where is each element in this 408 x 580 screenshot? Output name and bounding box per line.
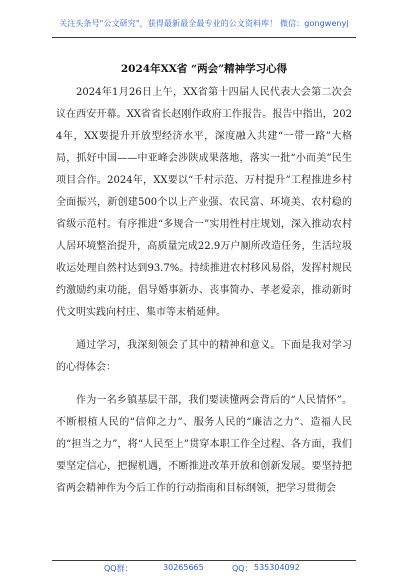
body-paragraph-2: 通过学习，我深刻领会了其中的精神和意义。下面是我对学习的心得体会： xyxy=(56,340,352,373)
body-paragraph-3: 作为一名乡镇基层干部，我们要读懂两会背后的“人民情怀”。不断根植人民的“信仰之力”、服务人民的“廉洁之力”、造福人民的“担当之力”，将“人民至上”贯穿本职工作全过程、各方面，我们要坚定信心，把握机遇，不断推进改革开放和创新发展。要坚持把省两会精神作为今后工作的行动指南和目标纲领，把学习贯彻会 xyxy=(56,395,352,494)
body-paragraph-1: 2024年1月26日上午，XX省第十四届人民代表大会第二次会议在西安开幕。XX省省长赵刚作政府工作报告。报告中指出，2024年，XX要提升开放型经济水平，深度融入共建“一带一路”大格局，抓好中国——中亚峰会涉陕成果落地，落实一批“小而美”民生项目合作。2024年，XX要以“千村示范、万村提升”工程推进乡村全面振兴，新创建500个以上产业强、农民富、环境美、农村稳的省级示范村。有序推进“多规合一”实用性村庄规划，深入推动农村人居环境整治提升，高质量完成22.9万户厕所改造任务，生活垃圾收运处理自然村达到93.7%。持续推进农村移风易俗，发挥村规民约激励约束功能，倡导婚事新办、丧事简办、孝老爱亲，推动新时代文明实践向村庄、集市等末梢延伸。 xyxy=(56,87,352,318)
promo-banner: 关注头条号"公文研究"，获得最新最全最专业的公文资料库！ 微信：gongwenyj xyxy=(59,19,349,28)
qq-group-label: QQ群： xyxy=(104,564,133,573)
qq-label: QQ： xyxy=(232,564,253,573)
header-divider xyxy=(52,37,356,38)
document-title: 2024年XX省 “两会”精神学习心得 xyxy=(120,63,288,75)
footer-divider xyxy=(52,560,356,561)
qq-number: 535304092 xyxy=(254,563,300,572)
qq-group-number: 30265665 xyxy=(163,563,204,572)
document-body xyxy=(56,82,352,500)
